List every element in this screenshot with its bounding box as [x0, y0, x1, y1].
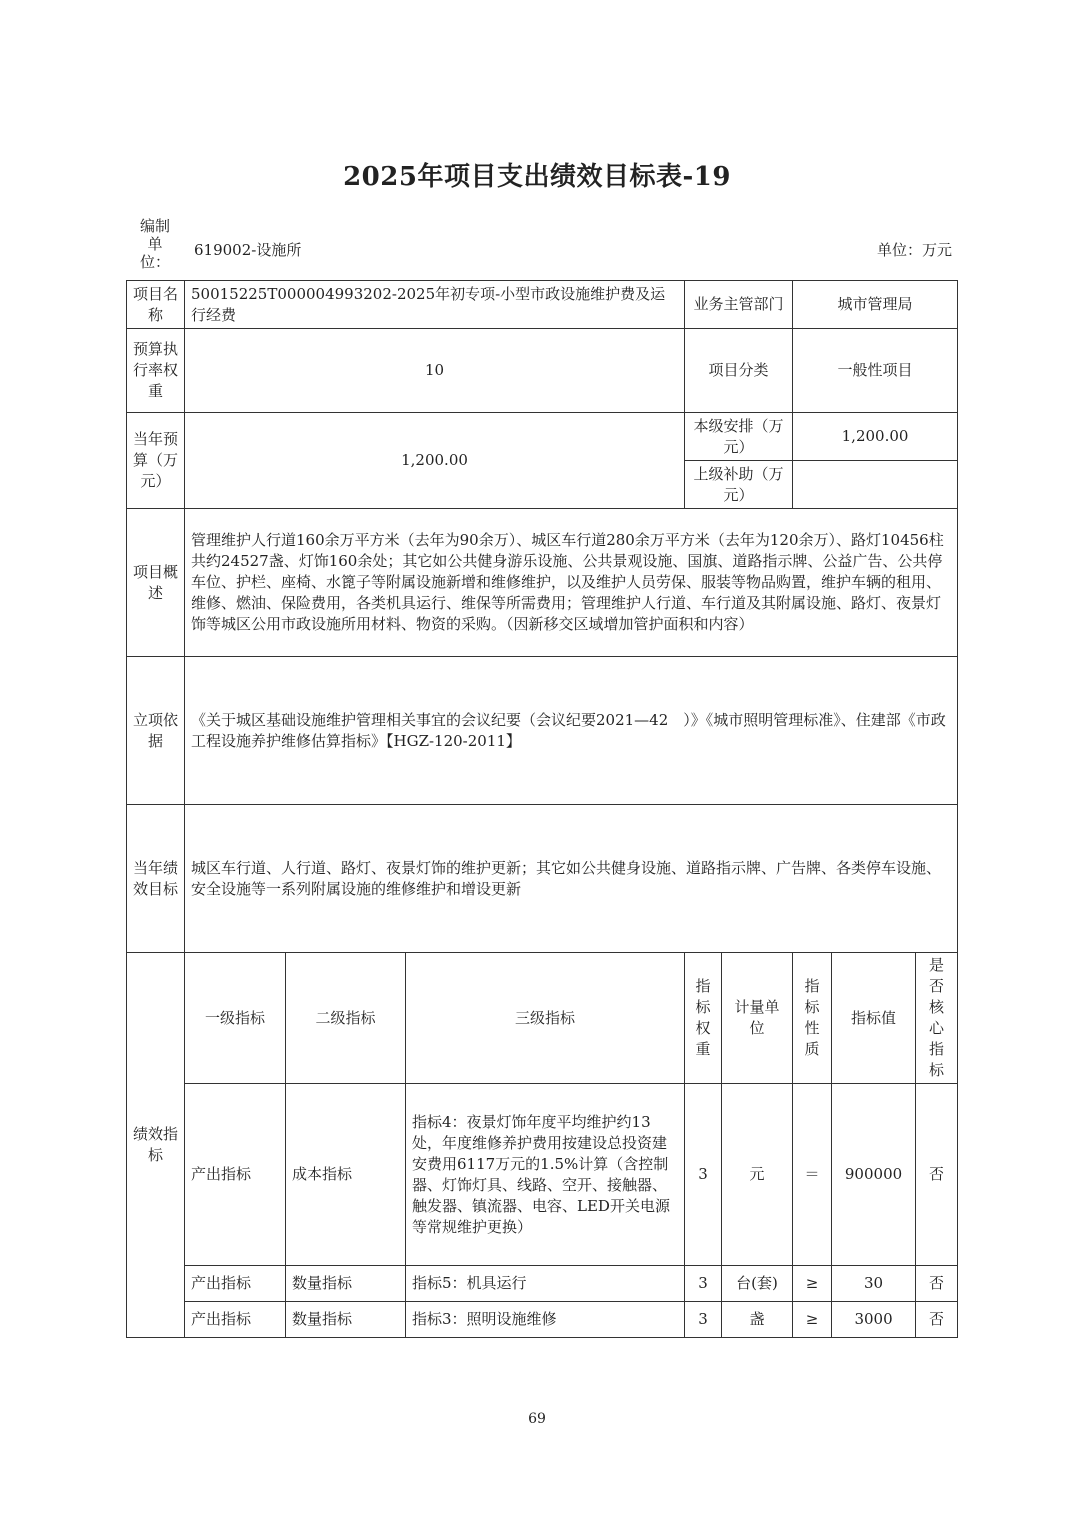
- indicator-l1: 产出指标: [185, 1084, 286, 1266]
- indicator-value: 900000: [832, 1084, 916, 1266]
- table-row: [127, 1084, 958, 1266]
- summary-label: 项目概述: [127, 509, 185, 657]
- own-value: 1,200.00: [793, 413, 958, 461]
- weight-value: 10: [185, 329, 685, 413]
- col-header: 二级指标: [286, 953, 406, 1084]
- unit-label: 编制单位：: [139, 217, 170, 271]
- indicator-value: 3000: [832, 1302, 916, 1338]
- indicator-l2: 数量指标: [286, 1266, 406, 1302]
- col-header: 三级指标: [406, 953, 685, 1084]
- page-number: 69: [528, 1411, 546, 1427]
- indicator-core: 否: [916, 1266, 958, 1302]
- row-budget: [127, 413, 958, 461]
- col-header: 指标值: [832, 953, 916, 1084]
- upper-label: 上级补助（万元）: [685, 461, 793, 509]
- indicator-weight: 3: [685, 1302, 722, 1338]
- basis-text: 《关于城区基础设施维护管理相关事宜的会议纪要（会议纪要2021—42 ）》《城市照明管理标准》、住建部《市政工程设施养护维修估算指标》【HGZ-120-2011】: [185, 657, 958, 805]
- dept-value: 城市管理局: [793, 281, 958, 329]
- indicator-unit: 盏: [722, 1302, 793, 1338]
- goal-label: 当年绩效目标: [127, 805, 185, 953]
- category-value: 一般性项目: [793, 329, 958, 413]
- performance-table: [126, 280, 958, 1338]
- indicator-nature: ≥: [793, 1302, 832, 1338]
- indicator-l2: 数量指标: [286, 1302, 406, 1338]
- row-project-name: [127, 281, 958, 329]
- col-header: 指标权重: [685, 953, 722, 1084]
- goal-text: 城区车行道、人行道、路灯、夜景灯饰的维护更新；其它如公共健身设施、道路指示牌、广告牌、各类停车设施、安全设施等一系列附属设施的维修维护和增设更新: [185, 805, 958, 953]
- indicator-unit: 元: [722, 1084, 793, 1266]
- table-row: [127, 1302, 958, 1338]
- indicator-value: 30: [832, 1266, 916, 1302]
- indicator-l3: 指标5：机具运行: [406, 1266, 685, 1302]
- indicator-l3: 指标4：夜景灯饰年度平均维护约13处，年度维修养护费用按建设总投资建安费用6117万元的1.5%计算（含控制器、灯饰灯具、线路、空开、接触器、触发器、镇流器、电容、LED开关电源等常规维护更换）: [406, 1084, 685, 1266]
- indicator-nature: ＝: [793, 1084, 832, 1266]
- col-header: 计量单位: [722, 953, 793, 1084]
- indicator-unit: 台(套): [722, 1266, 793, 1302]
- indicator-l1: 产出指标: [185, 1266, 286, 1302]
- indicator-l2: 成本指标: [286, 1084, 406, 1266]
- indicator-header-row: [127, 953, 958, 1084]
- page-title: 2025年项目支出绩效目标表-19: [343, 162, 731, 192]
- table-row: [127, 1266, 958, 1302]
- project-name: 50015225T000004993202-2025年初专项-小型市政设施维护费及运行经费: [185, 281, 685, 329]
- basis-label: 立项依据: [127, 657, 185, 805]
- indicator-weight: 3: [685, 1084, 722, 1266]
- form-header: [137, 217, 952, 277]
- upper-value: [793, 461, 958, 509]
- indicators-label: 绩效指标: [127, 953, 185, 1338]
- indicator-l3: 指标3：照明设施维修: [406, 1302, 685, 1338]
- own-label: 本级安排（万元）: [685, 413, 793, 461]
- col-header: 指标性质: [793, 953, 832, 1084]
- row-weight: [127, 329, 958, 413]
- project-name-label: 项目名称: [127, 281, 185, 329]
- row-goal: [127, 805, 958, 953]
- indicator-weight: 3: [685, 1266, 722, 1302]
- category-label: 项目分类: [685, 329, 793, 413]
- weight-label: 预算执行率权重: [127, 329, 185, 413]
- row-basis: [127, 657, 958, 805]
- indicator-nature: ≥: [793, 1266, 832, 1302]
- budget-value: 1,200.00: [185, 413, 685, 509]
- summary-text: 管理维护人行道160余万平方米（去年为90余万）、城区车行道280余万平方米（去年为120余万）、路灯10456柱共约24527盏、灯饰160余处；其它如公共健身游乐设施、公共景观设施、国旗、道路指示牌、公益广告、公共停车位、护栏、座椅、水篦子等附属设施新增和维修维护，以及维护人员劳保、服装等物品购置，维护车辆的租用、维修、燃油、保险费用，各类机具运行、维保等所需费用；管理维护人行道、车行道及其附属设施、路灯、夜景灯饰等城区公用市政设施所用材料、物资的采购。（因新移交区域增加管护面积和内容）: [185, 509, 958, 657]
- row-summary: [127, 509, 958, 657]
- col-header: 是否核心指标: [916, 953, 958, 1084]
- indicator-core: 否: [916, 1084, 958, 1266]
- dept-label: 业务主管部门: [685, 281, 793, 329]
- unit-name: 619002-设施所: [194, 241, 302, 259]
- col-header: 一级指标: [185, 953, 286, 1084]
- budget-label: 当年预算（万元）: [127, 413, 185, 509]
- indicator-core: 否: [916, 1302, 958, 1338]
- currency-unit: 单位：万元: [876, 241, 952, 259]
- indicator-l1: 产出指标: [185, 1302, 286, 1338]
